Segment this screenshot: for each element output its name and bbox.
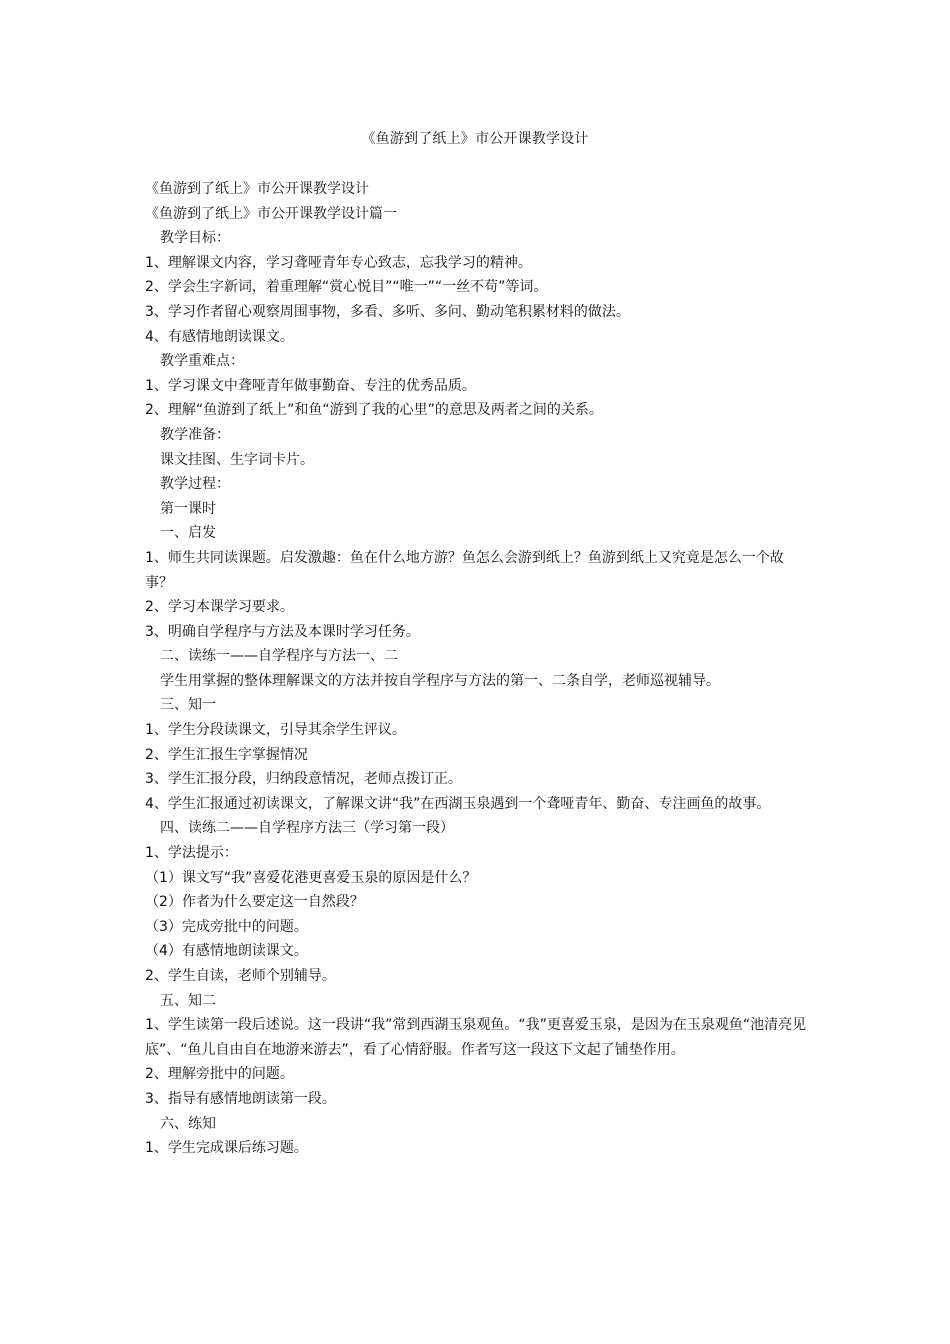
- document-body: [145, 177, 809, 1161]
- paragraph-line: 《鱼游到了纸上》市公开课教学设计: [145, 181, 369, 197]
- paragraph-line: 二、读练一——自学程序与方法一、二: [160, 648, 398, 665]
- paragraph-line: 1、学习课文中聋哑青年做事勤奋、专注的优秀品质。: [145, 377, 476, 394]
- paragraph-line: 第一课时: [160, 500, 216, 517]
- paragraph-line: 教学重难点：: [160, 353, 244, 370]
- paragraph-line: 3、学习作者留心观察周围事物，多看、多听、多问、勤动笔积累材料的做法。: [145, 303, 630, 320]
- paragraph-line: 3、明确自学程序与方法及本课时学习任务。: [145, 623, 420, 640]
- paragraph-line: 1、学生完成课后练习题。: [145, 1140, 308, 1157]
- paragraph-line: 学生用掌握的整体理解课文的方法并按自学程序与方法的第一、二条自学，老师巡视辅导。: [160, 672, 720, 689]
- paragraph-line: （1）课文写“我”喜爱花港更喜爱玉泉的原因是什么？: [145, 869, 477, 886]
- paragraph-line: 五、知二: [160, 992, 216, 1009]
- paragraph-line: 六、练知: [160, 1115, 216, 1132]
- paragraph-line: 教学目标：: [160, 230, 230, 247]
- paragraph-line: 3、学生汇报分段，归纳段意情况，老师点拨订正。: [145, 771, 462, 788]
- paragraph-line: 1、学生分段读课文，引导其余学生评议。: [145, 722, 406, 739]
- document-title: 《鱼游到了纸上》市公开课教学设计: [361, 131, 589, 147]
- paragraph-line: 教学过程：: [160, 476, 230, 493]
- paragraph-line: 1、师生共同读课题。启发激趣：鱼在什么地方游？鱼怎么会游到纸上？鱼游到纸上又究竟是怎么一个故事？: [145, 549, 784, 591]
- paragraph-line: （4）有感情地朗读课文。: [145, 943, 308, 960]
- paragraph-line: 3、指导有感情地朗读第一段。: [145, 1090, 336, 1107]
- paragraph-line: 1、理解课文内容，学习聋哑青年专心致志，忘我学习的精神。: [145, 254, 532, 271]
- paragraph-line: 4、学生汇报通过初读课文，了解课文讲“我”在西湖玉泉遇到一个聋哑青年、勤奋、专注画鱼的故事。: [145, 795, 771, 812]
- paragraph-line: 《鱼游到了纸上》市公开课教学设计篇一: [145, 205, 397, 222]
- paragraph-line: 2、学习本课学习要求。: [145, 599, 294, 616]
- paragraph-line: 一、启发: [160, 525, 216, 542]
- paragraph-line: 教学准备：: [160, 426, 230, 443]
- paragraph-line: （3）完成旁批中的问题。: [145, 918, 308, 935]
- paragraph-line: 2、理解“鱼游到了纸上”和鱼“游到了我的心里”的意思及两者之间的关系。: [145, 402, 603, 419]
- paragraph-line: 三、知一: [160, 697, 216, 714]
- paragraph-line: 课文挂图、生字词卡片。: [160, 451, 314, 468]
- paragraph-line: 4、有感情地朗读课文。: [145, 328, 294, 345]
- paragraph-line: （2）作者为什么要定这一自然段？: [145, 894, 364, 911]
- paragraph-line: 2、学会生字新词，着重理解“赏心悦目”“唯一”“一丝不苟”等词。: [145, 279, 548, 296]
- paragraph-line: 四、读练二——自学程序方法三（学习第一段）: [160, 820, 454, 837]
- paragraph-line: 2、学生自读，老师个别辅导。: [145, 968, 336, 984]
- paragraph-line: 1、学生读第一段后述说。这一段讲“我”常到西湖玉泉观鱼。“我”更喜爱玉泉，是因为在玉泉观鱼“池清亮见底”、“鱼儿自由自在地游来游去”，看了心情舒服。作者写这一段这下文起了铺垫作用。: [145, 1017, 807, 1058]
- paragraph-line: 1、学法提示：: [145, 845, 238, 862]
- paragraph-line: 2、学生汇报生字掌握情况: [145, 746, 308, 763]
- paragraph-line: 2、理解旁批中的问题。: [145, 1066, 294, 1083]
